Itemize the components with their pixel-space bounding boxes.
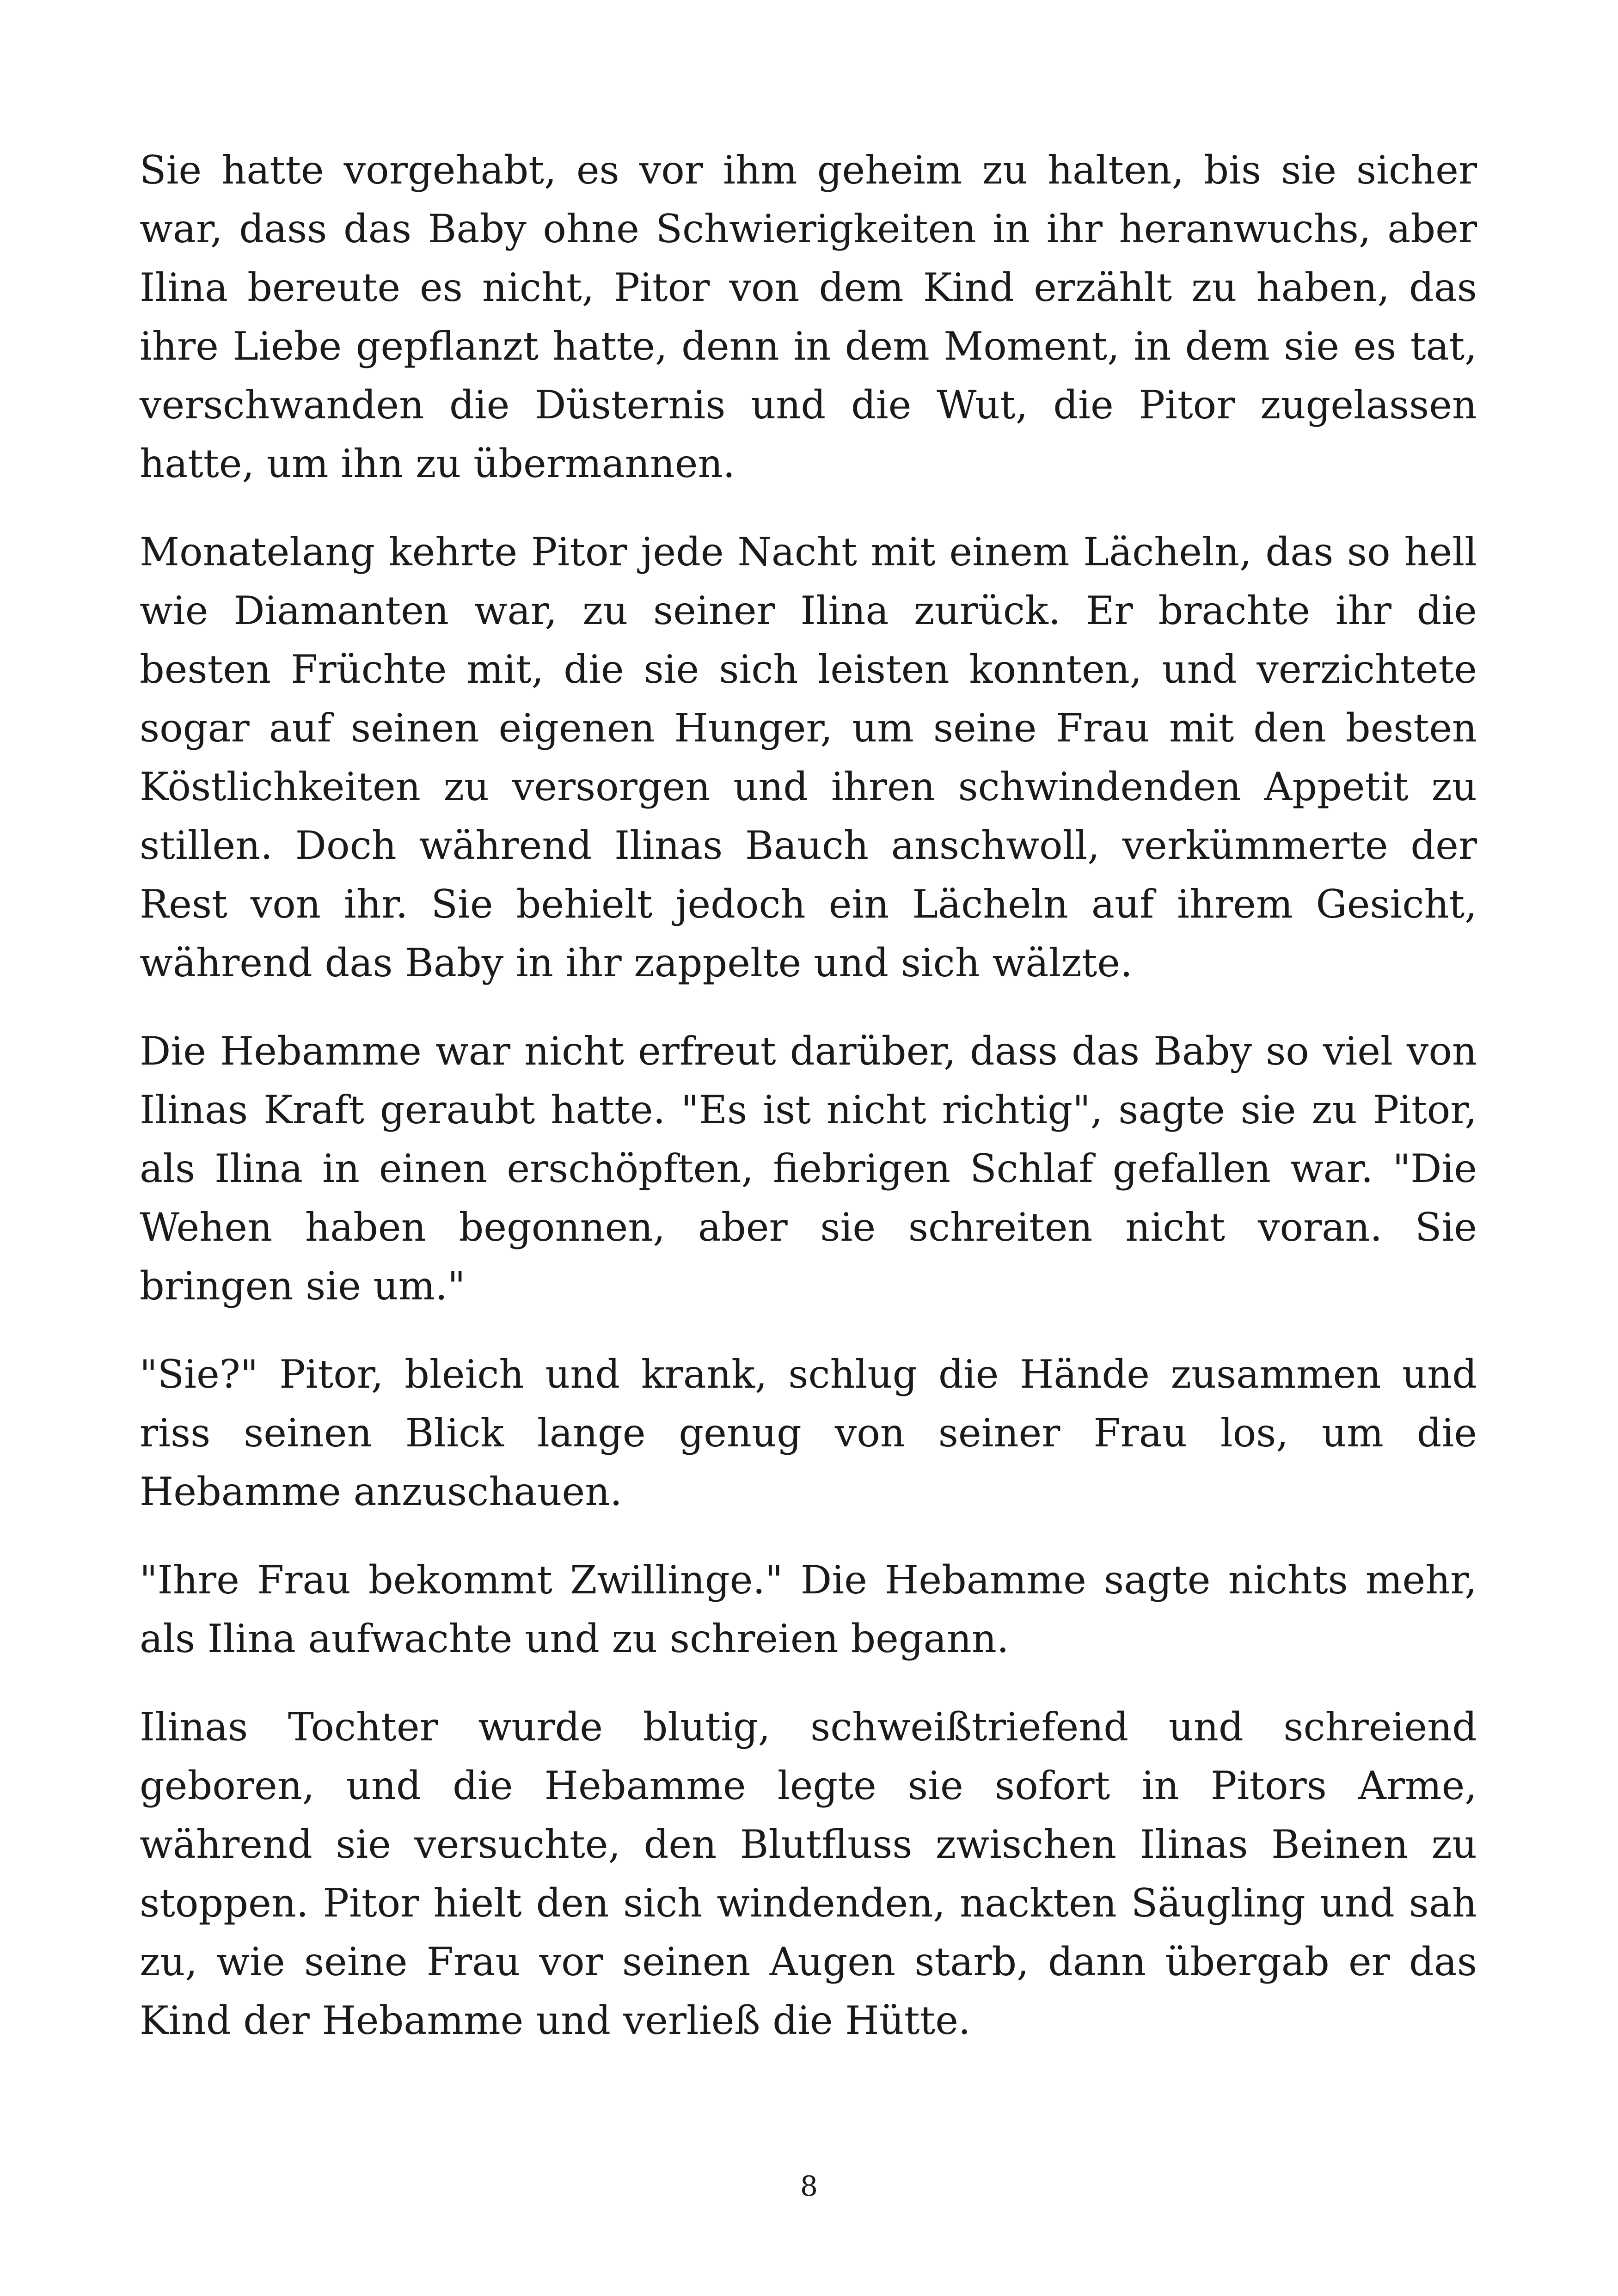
paragraph-3: Die Hebamme war nicht erfreut darüber, dass das Baby so viel von Ilinas Kraft geraubt hatte. "Es ist nicht richtig", sagte sie zu Pitor, als Ilina in einen erschöpften, fiebrigen Schlaf gefallen war. "Die Wehen haben begonnen, aber sie schreiten nicht voran. Sie bringen sie um." [140, 1029, 1477, 1309]
paragraph-5: "Ihre Frau bekommt Zwillinge." Die Hebamme sagte nichts mehr, als Ilina aufwachte und zu schreien begann. [140, 1557, 1477, 1661]
body-text [140, 141, 1477, 2080]
page-number: 8 [800, 2170, 818, 2203]
paragraph-1: Sie hatte vorgehabt, es vor ihm geheim zu halten, bis sie sicher war, dass das Baby ohne Schwierigkeiten in ihr heranwuchs, aber Ilina bereute es nicht, Pitor von dem Kind erzählt zu haben, das ihre Liebe gepflanzt hatte, denn in dem Moment, in dem sie es tat, verschwanden die Düsternis und die Wut, die Pitor zugelassen hatte, um ihn zu übermannen. [140, 147, 1477, 486]
paragraph-2: Monatelang kehrte Pitor jede Nacht mit einem Lächeln, das so hell wie Diamanten war, zu seiner Ilina zurück. Er brachte ihr die besten Früchte mit, die sie sich leisten konnten, und verzichtete sogar auf seinen eigenen Hunger, um seine Frau mit den besten Köstlichkeiten zu versorgen und ihren schwindenden Appetit zu stillen. Doch während Ilinas Bauch anschwoll, verkümmerte der Rest von ihr. Sie behielt jedoch ein Lächeln auf ihrem Gesicht, während das Baby in ihr zappelte und sich wälzte. [140, 529, 1477, 986]
paragraph-4: "Sie?" Pitor, bleich und krank, schlug die Hände zusammen und riss seinen Blick lange genug von seiner Frau los, um die Hebamme anzuschauen. [140, 1352, 1477, 1514]
paragraph-6: Ilinas Tochter wurde blutig, schweißtriefend und schreiend geboren, und die Hebamme legte sie sofort in Pitors Arme, während sie versuchte, den Blutfluss zwischen Ilinas Beinen zu stoppen. Pitor hielt den sich windenden, nackten Säugling und sah zu, wie seine Frau vor seinen Augen starb, dann übergab er das Kind der Hebamme und verließ die Hütte. [140, 1704, 1477, 2043]
